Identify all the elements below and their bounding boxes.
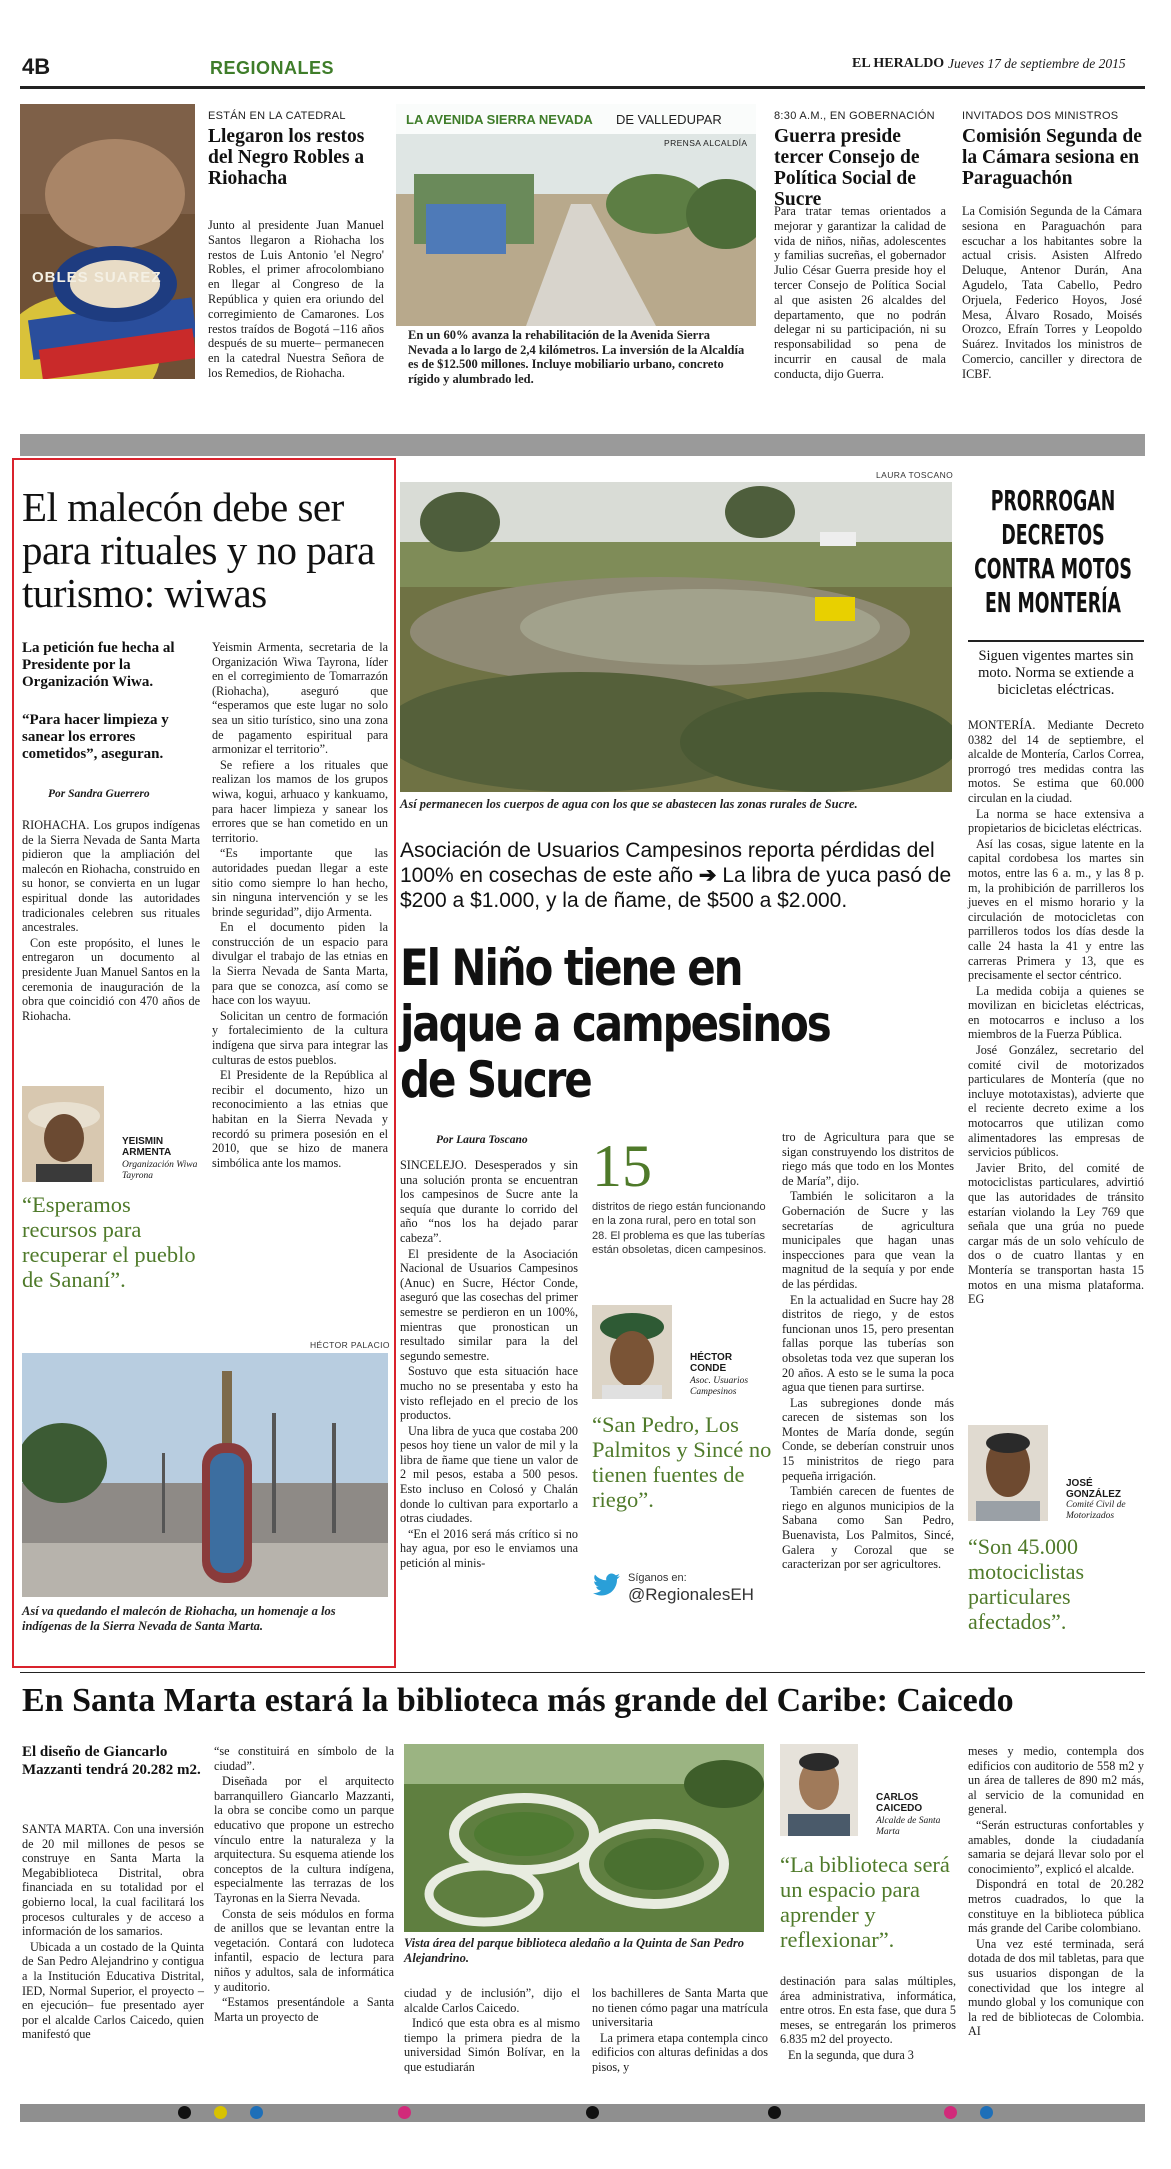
biblioteca-col2-p2: Diseñada por el arquitecto barranquillero Giancarlo Mazzanti, la obra se concibe como un parque educativo que propone un estrecho vínculo entre la naturaleza y la arquitectura. Su esquema atiende los conceptos de la cultura indígena, especialmente las terrazas de los Tayronas en la Sierra Nevada. xyxy=(214,1774,394,1905)
jose-quote: “Son 45.000 motociclistas particulares afectados”. xyxy=(968,1534,1085,1634)
register-mark xyxy=(586,2106,599,2119)
register-mark xyxy=(214,2106,227,2119)
malecon-col2-p4: En el documento piden la construcción de un espacio para divulgar el trabajo de las etnias en la Sierra Nevada de Santa Marta, para que se conozca, así como se hace con los wayuu. xyxy=(212,920,388,1008)
biblioteca-photo-art xyxy=(404,1744,764,1932)
top-story-3-body: La Comisión Segunda de la Cámara sesiona en Paraguachón para escuchar a los habitantes sobre la actual crisis. Asisten Alfredo Deluque, Antenor Durán, Ana Agudelo, Tata Cabello, Pedro Orjuela, Federico Hoyos, José Mesa, Álvaro Rosado, Moisés Orozco, Efraín Torres y Leopoldo Suárez. Invitados los ministros de Comercio, canciller y directora de ICBF. xyxy=(962,204,1142,381)
biblioteca-col6-p3: Dispondrá en total de 20.282 metros cuadrados, lo que la constituye en la biblioteca pública más grande del Caribe colombiano. xyxy=(968,1877,1144,1936)
issue-date: Jueves 17 de septiembre de 2015 xyxy=(948,56,1126,71)
robles-photo-art xyxy=(20,104,195,379)
register-mark xyxy=(178,2106,191,2119)
biblioteca-col6 xyxy=(968,1744,1144,2040)
biblioteca-col5-p2: En la segunda, que dura 3 xyxy=(788,2047,914,2062)
twitter-bird-icon[interactable] xyxy=(592,1573,622,1599)
malecon-col2 xyxy=(212,640,388,1171)
flag-text: OBLES SUAREZ xyxy=(32,269,162,286)
caicedo-role: Alcalde de Santa Marta xyxy=(876,1816,941,1837)
biblioteca-photo xyxy=(404,1744,764,1932)
nino-col3-p1: tro de Agricultura para que se sigan construyendo los distritos de riego más que todo en los Montes de María”, dijo. xyxy=(782,1130,954,1188)
nino-col3-p4: Las subregiones donde más carecen de sistemas son los Montes de María donde, según Conde, se deberían construir unos 15 ministritos de riego para pequeña irrigación. xyxy=(782,1395,954,1483)
arrow-icon: ➔ xyxy=(698,864,717,887)
hector-quote: “San Pedro, Los Palmitos y Sincé no tienen fuentes de riego”. xyxy=(592,1412,772,1512)
malecon-byline: Por Sandra Guerrero xyxy=(48,788,150,800)
caicedo-portrait xyxy=(780,1744,858,1836)
top-story-3-title: Comisión Segunda de la Cámara sesiona en Paraguachón xyxy=(962,126,1142,189)
section-title: REGIONALES xyxy=(210,58,335,78)
biblioteca-col2-p3: Consta de seis módulos en forma de anillos que se levantan entre la vegetación. Contará con ludoteca infantil, espacio de lectura para niños y adultos, sala de informática y auditorio. xyxy=(214,1906,394,1994)
nino-col3-p5: También carecen de fuentes de riego en algunos municipios de la Sabana como San Pedro, Buenavista, Los Palmitos, Sincé, Galera y Corozal que se caracterizan por ser agricultores. xyxy=(782,1484,954,1572)
motos-title: PRORROGAN DECRETOS CONTRA MOTOS EN MONTERÍA xyxy=(974,484,1132,619)
follow-label: Síganos en: xyxy=(628,1572,687,1584)
jose-role: Comité Civil de Motorizados xyxy=(1066,1500,1126,1521)
portrait-art xyxy=(968,1425,1048,1521)
motos-p5: José González, secretario del comité civil de motorizados particulares de Montería (que no incluye mototaxistas), advierte que el reciente decreto exime a los motocarros que utilizan como alimentadores las empresas de servicios públicos. xyxy=(968,1043,1144,1160)
biblioteca-col6-p1: meses y medio, contempla dos edificios con auditorio de 558 m2 y un área de talleres de 890 m2 más, al servicio de la comunidad en general. xyxy=(968,1744,1144,1817)
jose-portrait xyxy=(968,1425,1048,1521)
top-story-1-body: Junto al presidente Juan Manuel Santos llegaron a Riohacha los restos de Luis Antonio 'el Negro' Robles, el primer afrocolombiano en llegar al Congreso de la República y quien era oriundo del corregimiento de Camarones. Los restos traídos de Bogotá –116 años después de su muerte– permanecen en la catedral Nuestra Señora de los Remedios, de Riohacha. xyxy=(208,218,384,380)
biblioteca-col6-p2: “Serán estructuras confortables y amables, donde la ciudadanía samaria se dejará llevar solo por el conocimiento”, explicó el alcalde. xyxy=(968,1817,1144,1876)
header-rule xyxy=(20,86,1145,89)
nino-deck xyxy=(400,838,952,913)
malecon-col2-p1: Yeismin Armenta, secretaria de la Organización Wiwa Tayrona, líder en el corregimiento de Tomarrazón (Riohacha), aseguró que “esperamos que este lugar no solo sea un sitio turístico, sino una zona de pagamento espiritual para armonizar el territorio”. xyxy=(212,640,388,757)
nino-photo-credit: LAURA TOSCANO xyxy=(876,470,954,480)
nino-col1 xyxy=(400,1158,578,1572)
biblioteca-col1 xyxy=(22,1822,204,2043)
nino-big-number: 15 xyxy=(592,1133,652,1199)
yeismin-portrait xyxy=(22,1086,104,1182)
yeismin-name: YEISMIN ARMENTA xyxy=(122,1136,172,1158)
top-story-2-kicker: 8:30 A.M., EN GOBERNACIÓN xyxy=(774,110,935,122)
avenida-banner-city: DE VALLEDUPAR xyxy=(616,112,722,127)
biblioteca-col2 xyxy=(214,1744,394,2025)
motos-p3: Así las cosas, sigue latente en la capital cordobesa los martes sin motos, entre las 6 a. m., y las 8 p. m, la prohibición de parrilleros los jueves en el mismo horario y la circulación de motocicletas con parrilleros todos los días desde la calle 24 hasta la 41 y entre las carreras Primera y 13, que es precisamente el sector céntrico. xyxy=(968,836,1144,983)
motos-summary: Siguen vigentes martes sin moto. Norma se extiende a bicicletas eléctricas. xyxy=(978,648,1134,698)
register-mark xyxy=(944,2106,957,2119)
top-story-2-body: Para tratar temas orientados a mejorar y garantizar la calidad de vida de niños, niñas, adolescentes y familias sucreñas, el gobernador Julio César Guerra preside hoy el tercer Consejo de Política Social al que asisten 26 alcaldes del departamento, que no podrán delegar ni su participación, ni su responsabilidad so pena de incurrir en causal de mala conducta, dijo Guerra. xyxy=(774,204,946,381)
malecon-col1-p2: Con este propósito, el lunes le entregaron un documento al presidente Juan Manuel Santos en la ceremonia de inauguración de la obra que coincidió con 470 años de Riohacha. xyxy=(22,935,200,1023)
malecon-col2-p2: Se refiere a los rituales que realizan los mamos de los grupos wiwa, kogui, arhuaco y kankuamo, para hacer limpieza y sanear los errores que se han cometido en un territorio. xyxy=(212,757,388,845)
portrait-art xyxy=(22,1086,104,1182)
motos-body xyxy=(968,718,1144,1308)
malecon-photo-art xyxy=(22,1353,388,1597)
portrait-art xyxy=(780,1744,858,1836)
biblioteca-col5 xyxy=(780,1974,956,2064)
nino-col1-p5: “En el 2016 será más crítico si no hay agua, por eso le enviamos una petición al minis- xyxy=(400,1526,578,1571)
top-story-1-kicker: ESTÁN EN LA CATEDRAL xyxy=(208,110,346,122)
motos-rule xyxy=(968,640,1144,642)
nino-col1-p2: El presidente de la Asociación Nacional de Usuarios Campesinos (Anuc) en Sucre, Héctor Conde, aseguró que las cosechas del primer semestre se perdieron en un 100%, mientras que pronostican un resultado similar para la del segundo semestre. xyxy=(400,1246,578,1363)
hector-role: Asoc. Usuarios Campesinos xyxy=(690,1376,749,1397)
motos-p1: MONTERÍA. Mediante Decreto 0382 del 14 de septiembre, el alcalde de Montería, Carlos Correa, prorrogó tres medidas contra las motos. Se estima que 60.000 circulan en la ciudad. xyxy=(968,718,1144,805)
malecon-photo-credit: HÉCTOR PALACIO xyxy=(310,1340,390,1350)
malecon-caption: Así va quedando el malecón de Riohacha, un homenaje a los indígenas de la Sierra Nevada de Santa Marta. xyxy=(22,1604,336,1633)
yeismin-quote: “Esperamos recursos para recuperar el pueblo de Sananí”. xyxy=(22,1192,196,1292)
nino-photo xyxy=(400,482,952,792)
biblioteca-col2-p4: “Estamos presentándole a Santa Marta un proyecto de xyxy=(214,1995,394,2024)
avenida-banner-title: LA AVENIDA SIERRA NEVADA xyxy=(406,112,593,127)
biblioteca-col4-p2: La primera etapa contempla cinco edificios con alturas definidas a dos pisos, y xyxy=(592,2030,768,2074)
hector-portrait xyxy=(592,1305,672,1399)
nino-deck-1: Asociación de Usuarios Campesinos reporta pérdidas del 100% en cosechas de este año xyxy=(400,839,935,887)
top-story-3-kicker: INVITADOS DOS MINISTROS xyxy=(962,110,1119,122)
biblioteca-col3 xyxy=(404,1986,580,2076)
nino-title: El Niño tiene en jaque a campesinos de Sucre xyxy=(400,939,830,1109)
page-number: 4B xyxy=(22,54,51,79)
nino-col3-p2: También le solicitaron a la Gobernación de Sucre y las secretarías de agricultura municipales que hagan unas inspecciones para que vean la magnitud de la sequía y por ende de las pérdidas. xyxy=(782,1189,954,1291)
malecon-photo xyxy=(22,1353,388,1597)
biblioteca-rule xyxy=(20,1672,1145,1673)
malecon-col1-p1: RIOHACHA. Los grupos indígenas de la Sierra Nevada de Santa Marta pidieron que la ampliación del malecón en Riohacha, construido en su honor, se convierta en un lugar espiritual donde las autoridades tradicionales celebren sus rituales ancestrales. xyxy=(22,818,200,935)
avenida-photo xyxy=(396,104,756,326)
biblioteca-photo-caption: Vista área del parque biblioteca aledaño a la Quinta de San Pedro Alejandrino. xyxy=(404,1936,744,1965)
avenida-photo-credit: PRENSA ALCALDÍA xyxy=(664,138,748,148)
nino-col1-p4: Una libra de yuca que costaba 200 pesos hoy tiene un valor de mil y la libra de ñame que tiene un valor de 2 mil pesos, estaba a 500 pesos. Esto incluso en Colosó y Chalán donde lo cultivan para exportarlo a otras ciudades. xyxy=(400,1423,578,1526)
biblioteca-col5-p1: destinación para salas múltiples, área administrativa, informática, entre otros. En esta fase, que dura 5 meses, se entregarán los primeros 6.835 m2 del proyecto. xyxy=(780,1974,956,2047)
portrait-art xyxy=(592,1305,672,1399)
caicedo-quote: “La biblioteca será un espacio para aprender y reflexionar”. xyxy=(780,1852,950,1952)
newspaper-name: EL HERALDO xyxy=(852,56,945,71)
biblioteca-summary: El diseño de Giancarlo Mazzanti tendrá 20.282 m2. xyxy=(22,1744,201,1778)
register-mark xyxy=(980,2106,993,2119)
nino-byline: Por Laura Toscano xyxy=(436,1134,528,1146)
motos-p2: La norma se hace extensiva a propietarios de bicicletas eléctricas. xyxy=(968,806,1144,836)
nino-deck-2: La libra de yuca pasó de $200 a $1.000, y la de ñame, de $500 a $2.000. xyxy=(400,864,952,912)
malecon-col2-p6: El Presidente de la República al recibir el documento, hizo un reconocimiento a las etnias que habitan en la Sierra Nevada y recordó su primera posesión en el 2010, que se hizo de manera simbólica ante los mamos. xyxy=(212,1068,388,1170)
caicedo-name: CARLOS CAICEDO xyxy=(876,1792,923,1814)
nino-number-text: distritos de riego están funcionando en la zona rural, pero en total son 28. El problema es que las tuberías están obsoletas, dicen campesinos. xyxy=(592,1201,767,1257)
biblioteca-col1-p2: Ubicada a un costado de la Quinta de San Pedro Alejandrino y contigua a la Institución Educativa Distrital, IED, Normal Superior, el proyecto –en ejecución– fue presentado ayer por el alcalde Carlos Caicedo, quien manifestó que xyxy=(22,1939,204,2042)
register-mark xyxy=(768,2106,781,2119)
malecon-col2-p5: Solicitan un centro de formación y fortalecimiento de la cultura indígena que sirva para integrar las culturas de estos pueblos. xyxy=(212,1008,388,1067)
top-story-1-photo xyxy=(20,104,195,379)
malecon-col2-p3: “Es importante que las autoridades puedan llegar a este sitio como siempre lo han hecho, sin ninguna intervención y se les brinde seguridad”, dijo Armenta. xyxy=(212,846,388,919)
follow-handle[interactable]: @RegionalesEH xyxy=(628,1585,754,1604)
top-story-2-title: Guerra preside tercer Consejo de Política Social de Sucre xyxy=(774,126,920,210)
nino-col1-p3: Sostuvo que esta situación hace mucho no se presentaba y esto ha visto reflejado en el precio de los productos. xyxy=(400,1364,578,1423)
malecon-title: El malecón debe ser para rituales y no para turismo: wiwas xyxy=(22,484,375,616)
nino-col3 xyxy=(782,1130,954,1573)
biblioteca-title: En Santa Marta estará la biblioteca más grande del Caribe: Caicedo xyxy=(22,1682,1014,1719)
nino-col3-p3: En la actualidad en Sucre hay 28 distritos de riego, y de estos funcionan unos 15, pero presentan fallas porque las tuberías son obsoletas toda vez que superan los 20 años. A esto se le suma la poca agua que tienen para surtirse. xyxy=(782,1292,954,1395)
biblioteca-col3-p1: ciudad y de inclusión”, dijo el alcalde Carlos Caicedo. xyxy=(404,1986,580,2015)
malecon-summary-1: La petición fue hecha al Presidente por la Organización Wiwa. xyxy=(22,640,175,690)
biblioteca-col2-p1: “se constituirá en símbolo de la ciudad”. xyxy=(214,1744,394,1773)
biblioteca-col6-p4: Una vez esté terminada, será dotada de dos mil tabletas, para que sus usuarios dispongan de la conectividad que los integre al mundo global y los comunique con la red de bibliotecas de Colombia. AI xyxy=(968,1936,1144,2039)
biblioteca-col1-p1: SANTA MARTA. Con una inversión de 20 mil millones de pesos se construye en Santa Marta la Megabiblioteca Distrital, obra financiada en su totalidad por el gobierno local, la cual facilitará los procesos culturales y de acceso a información de los samarios. xyxy=(22,1822,204,1939)
jose-name: JOSÉ GONZÁLEZ xyxy=(1066,1478,1121,1500)
biblioteca-col4 xyxy=(592,1986,768,2076)
malecon-col1 xyxy=(22,818,200,1024)
register-mark xyxy=(398,2106,411,2119)
motos-p4: La medida cobija a quienes se movilizan en bicicletas eléctricas, en motocarros e incluso a los miembros de la Fuerza Pública. xyxy=(968,983,1144,1042)
biblioteca-col3-p2: Indicó que esta obra es al mismo tiempo la primera piedra de la universidad Simón Bolívar, en la que estudiarán xyxy=(404,2016,580,2074)
nino-col1-p1: SINCELEJO. Desesperados y sin una solución pronta se encuentran los campesinos de Sucre ante la sequía que durante lo corrido del año “nos los ha dejado parar cabeza”. xyxy=(400,1158,578,1245)
section-divider-band xyxy=(20,434,1145,456)
motos-p6: Javier Brito, del comité de motociclistas particulares, advirtió que las autoridades de tránsito estarían violando la Ley 769 que señala que una grúa no puede cargar más de un solo vehículo de dos o de cuatro llantas y en Montería se transportan hasta 15 motos en una misma plataforma. EG xyxy=(968,1160,1144,1307)
nino-photo-caption: Así permanecen los cuerpos de agua con los que se abastecen las zonas rurales de Sucre. xyxy=(400,797,858,811)
avenida-caption: En un 60% avanza la rehabilitación de la Avenida Sierra Nevada a lo largo de 2,4 kilómetros. La inversión de la Alcaldía es de $12.500 millones. Incluye mobiliario urbano, concreto rígido y alumbrado led. xyxy=(408,328,745,386)
top-story-1-title: Llegaron los restos del Negro Robles a Riohacha xyxy=(208,126,365,189)
yeismin-role: Organización Wiwa Tayrona xyxy=(122,1160,198,1181)
hector-name: HÉCTOR CONDE xyxy=(690,1352,733,1374)
nino-photo-art xyxy=(400,482,952,792)
biblioteca-col4-p1: los bachilleres de Santa Marta que no tienen cómo pagar una matrícula universitaria xyxy=(592,1986,768,2030)
malecon-summary-2: “Para hacer limpieza y sanear los errores cometidos”, aseguran. xyxy=(22,712,169,762)
register-mark xyxy=(250,2106,263,2119)
